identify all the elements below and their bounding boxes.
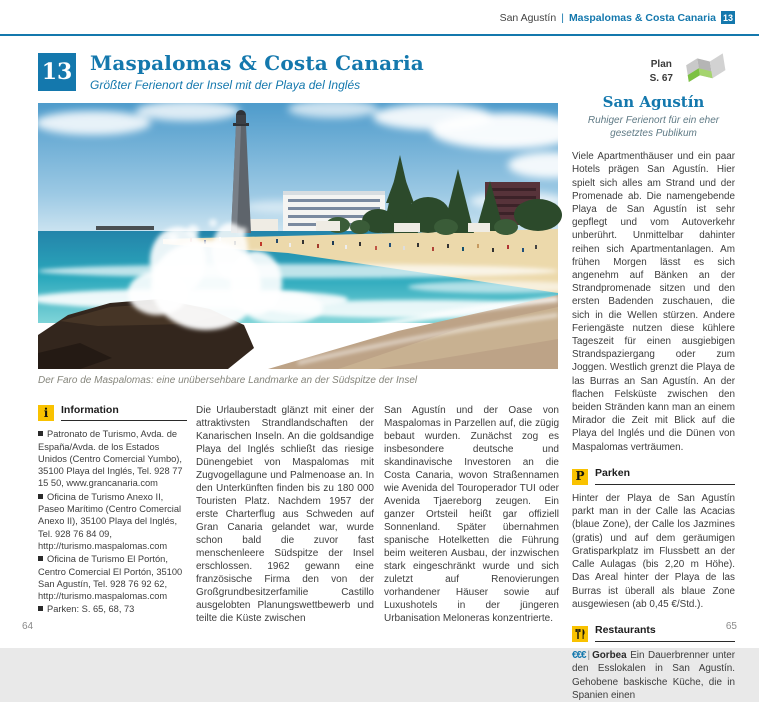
restaurants-title: Restaurants	[595, 623, 656, 636]
article-column-2: San Agustín und der Oase von Maspalomas in Parzellen auf, die zügig bebaut wurden. Zunächst zog es insbesondere deutsche und skandinavische Investoren an die Costa Canaria, wovon Straßennamen wie Avenida del Touroperador TUI oder Avenida Tjaereborg zeugen. Ein ganzer Ortsteil heißt gar offiziell Sonnenland. Später übernahmen spanische Hotelketten die Führung beim weiteren Ausbau, der inzwischen stark eingeschränkt wurde und sich zuletzt auf Renovierungen vorhandener Häuser sowie auf Luxushotels in der jüngeren Urbanisation Meloneras konzentrierte.	[384, 405, 559, 624]
restaurant-name: Gorbea	[592, 650, 627, 662]
chapter-number-box: 13	[38, 53, 76, 91]
restaurant-description: Ein Dauerbrenner unter den Esslokalen in San Agustín. Gehobene baskische Küche, die in Spanien einen	[572, 650, 735, 701]
restaurants-section	[572, 624, 735, 702]
plan-label: Plan	[650, 58, 672, 70]
parking-section	[572, 467, 735, 611]
page-subtitle: Größter Ferienort der Insel mit der Playa del Inglés	[90, 78, 361, 92]
bullet-square-icon	[38, 556, 43, 561]
bullet-square-icon	[38, 494, 43, 499]
parking-icon: P	[572, 469, 588, 485]
info-item: Parken: S. 65, 68, 73	[38, 603, 187, 615]
parking-title: Parken	[595, 466, 631, 479]
fork-knife-icon	[572, 626, 588, 642]
running-header-divider: |	[561, 11, 564, 24]
info-icon: i	[38, 405, 54, 421]
parking-header	[572, 467, 735, 485]
parking-body: Hinter der Playa de San Agustín parkt man in der Calle las Acacias (blaue Zone), der Calle los Jazmines (gratis) und auf dem geräumigen Gratisparkplatz im Flussbett an der Calle Aulagas (bis 2,20 m Höhe). Das Areal hinter der Playa de las Burras ist überall als blaue Zone ausgewiesen (ab 0,45 €/Std.).	[572, 493, 735, 610]
restaurant-entry	[572, 649, 735, 702]
information-header	[38, 404, 187, 421]
restaurants-header	[572, 624, 735, 642]
bullet-square-icon	[38, 606, 43, 611]
map-icon	[683, 53, 731, 90]
plan-page: S. 67	[649, 72, 673, 84]
running-header	[500, 11, 735, 24]
information-title: Information	[61, 404, 119, 416]
plan-reference	[650, 53, 731, 90]
sidebar-body: Viele Apartmenthäuser und ein paar Hotels prägen San Agustín. Hier spielt sich alles am Strand und der Promenade ab. Die namengebende Playa de San Agustín ist sehr gepflegt und vom Autoverkehr unberührt. Unmittelbar dahinter reihen sich Apartmentanlagen. Am frühen Morgen lässt es sich angenehm auf Bänken an der Strandpromenade sitzen und den ersten Badenden zuschauen, die sich in die Wellen stürzen. Andere Feriengäste nutzen diese kühlere Tageszeit für einen ausgiebigen Strandspaziergang oder zum Joggen. Westlich grenzt die Playa de las Burras an San Agustín. An der flachen Felsküste zwischen den beiden Stränden kann man an einem Mirador die Zeit mit Blick auf die Playa del Inglés und die Dünen von Maspalomas verträumen.	[572, 151, 735, 453]
running-header-chapter: Maspalomas & Costa Canaria	[568, 11, 716, 24]
chapter-number-badge: 13	[722, 12, 733, 23]
information-box	[38, 404, 187, 617]
article-column-1: Die Urlauberstadt glänzt mit einer der attraktivsten Strandlandschaften der Kanarischen Inseln. An die goldsandige Playa del Inglés schließt das riesige Dünengebiet von Maspalomas mit Zugvogellagune und Palmenoase an. In den Unterkünften finden bis zu 180 000 Touristen Platz. Nachdem 1957 der erste Charterflug aus Schweden auf Gran Canaria gelandet war, wurde schon bald die zuvor fast menschenleere Südspitze der Insel erschlossen. 1962 gewann eine französische Firma den von der Großgrundbesitzerfamilie Castillo ausgelobten Planungswettbewerb und teilte die Küste zwischen	[196, 405, 374, 624]
price-category: €€€	[572, 650, 586, 662]
sidebar-title: San Agustín	[602, 93, 705, 111]
plan-reference-text	[650, 58, 673, 86]
header-rule	[0, 34, 759, 36]
photo-caption: Der Faro de Maspalomas: eine unübersehbare Landmarke an der Südspitze der Insel	[38, 375, 418, 386]
running-header-location: San Agustín	[499, 11, 557, 24]
entry-divider: |	[587, 650, 591, 662]
title-block	[90, 51, 424, 92]
page-title: Maspalomas & Costa Canaria	[90, 51, 424, 75]
page-number-right: 65	[725, 621, 737, 632]
page-number-left: 64	[22, 621, 34, 632]
info-item: Patronato de Turismo, Avda. de España/Avda. de los Estados Unidos (Centro Comercial Yumbo), 35100 Playa del Inglés, Tel. 928 77 15 50, www.grancanaria.com	[38, 429, 183, 489]
beach-lighthouse-photo	[38, 103, 558, 369]
sidebar-subtitle: Ruhiger Ferienort für ein eher gesetztes Publikum	[587, 115, 720, 140]
info-item: Oficina de Turismo El Portón, Centro Comercial El Portón, 35100 San Agustín, Tel. 928 76 92 62, http://turismo.maspalomas.com	[38, 554, 183, 602]
bullet-square-icon	[38, 431, 43, 436]
san-agustin-sidebar	[572, 93, 735, 702]
info-item: Oficina de Turismo Anexo II, Paseo Marítimo (Centro Comercial Anexo II), 35100 Playa del Inglés, Tel. 928 76 84 09, http://turismo.maspalomas.com	[38, 491, 182, 551]
